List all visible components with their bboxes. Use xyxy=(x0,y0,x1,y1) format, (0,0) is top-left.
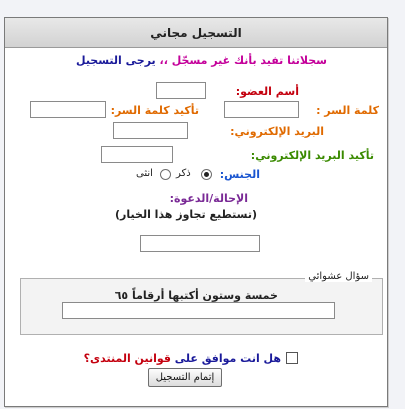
terms-question: هل انت موافق على xyxy=(174,352,281,365)
notice-please-register: يرجى التسجيل xyxy=(76,54,160,67)
terms-rules-link[interactable]: قوانين المنتدى؟ xyxy=(83,352,175,365)
random-question-box xyxy=(20,271,383,335)
password-label: كلمة السر : xyxy=(316,104,379,117)
notice-unregistered: سجلاتنا تفيد بأنك غير مسجّل ،، xyxy=(159,54,327,67)
gender-female-radio[interactable] xyxy=(160,169,171,180)
member-name-input[interactable] xyxy=(156,82,206,99)
gender-female-label: انثى xyxy=(136,168,153,179)
gender-label: الجنس: xyxy=(219,168,260,181)
confirm-password-label: تأكيد كلمة السر: xyxy=(110,104,199,117)
confirm-password-input[interactable] xyxy=(30,101,106,118)
random-question-legend: سؤال عشوائي xyxy=(305,271,372,282)
terms-label xyxy=(84,352,281,365)
email-input[interactable] xyxy=(113,122,188,139)
gender-male-label: ذكر xyxy=(176,168,191,179)
referral-label: الإحالة/الدعوة: xyxy=(169,192,248,205)
terms-checkbox[interactable] xyxy=(286,352,298,364)
referral-hint: (تستطيع تجاوز هذا الخيار) xyxy=(115,208,257,221)
confirm-email-input[interactable] xyxy=(101,146,173,163)
referral-input[interactable] xyxy=(140,235,260,252)
registration-panel xyxy=(4,17,388,407)
member-name-label: أسم العضو: xyxy=(235,85,299,98)
password-input[interactable] xyxy=(224,101,299,118)
random-question-text: خمسة وستون أكتبها أرقاماً ٦٥ xyxy=(114,289,278,302)
email-label: البريد الإلكتروني: xyxy=(230,125,324,138)
gender-male-radio[interactable] xyxy=(201,169,212,180)
confirm-email-label: تأكيد البريد الإلكتروني: xyxy=(250,149,374,162)
complete-registration-button[interactable]: إتمام التسجيل xyxy=(148,368,222,387)
random-question-answer-input[interactable] xyxy=(62,302,335,319)
panel-title: التسجيل مجاني xyxy=(5,18,387,48)
registration-notice xyxy=(76,54,327,67)
